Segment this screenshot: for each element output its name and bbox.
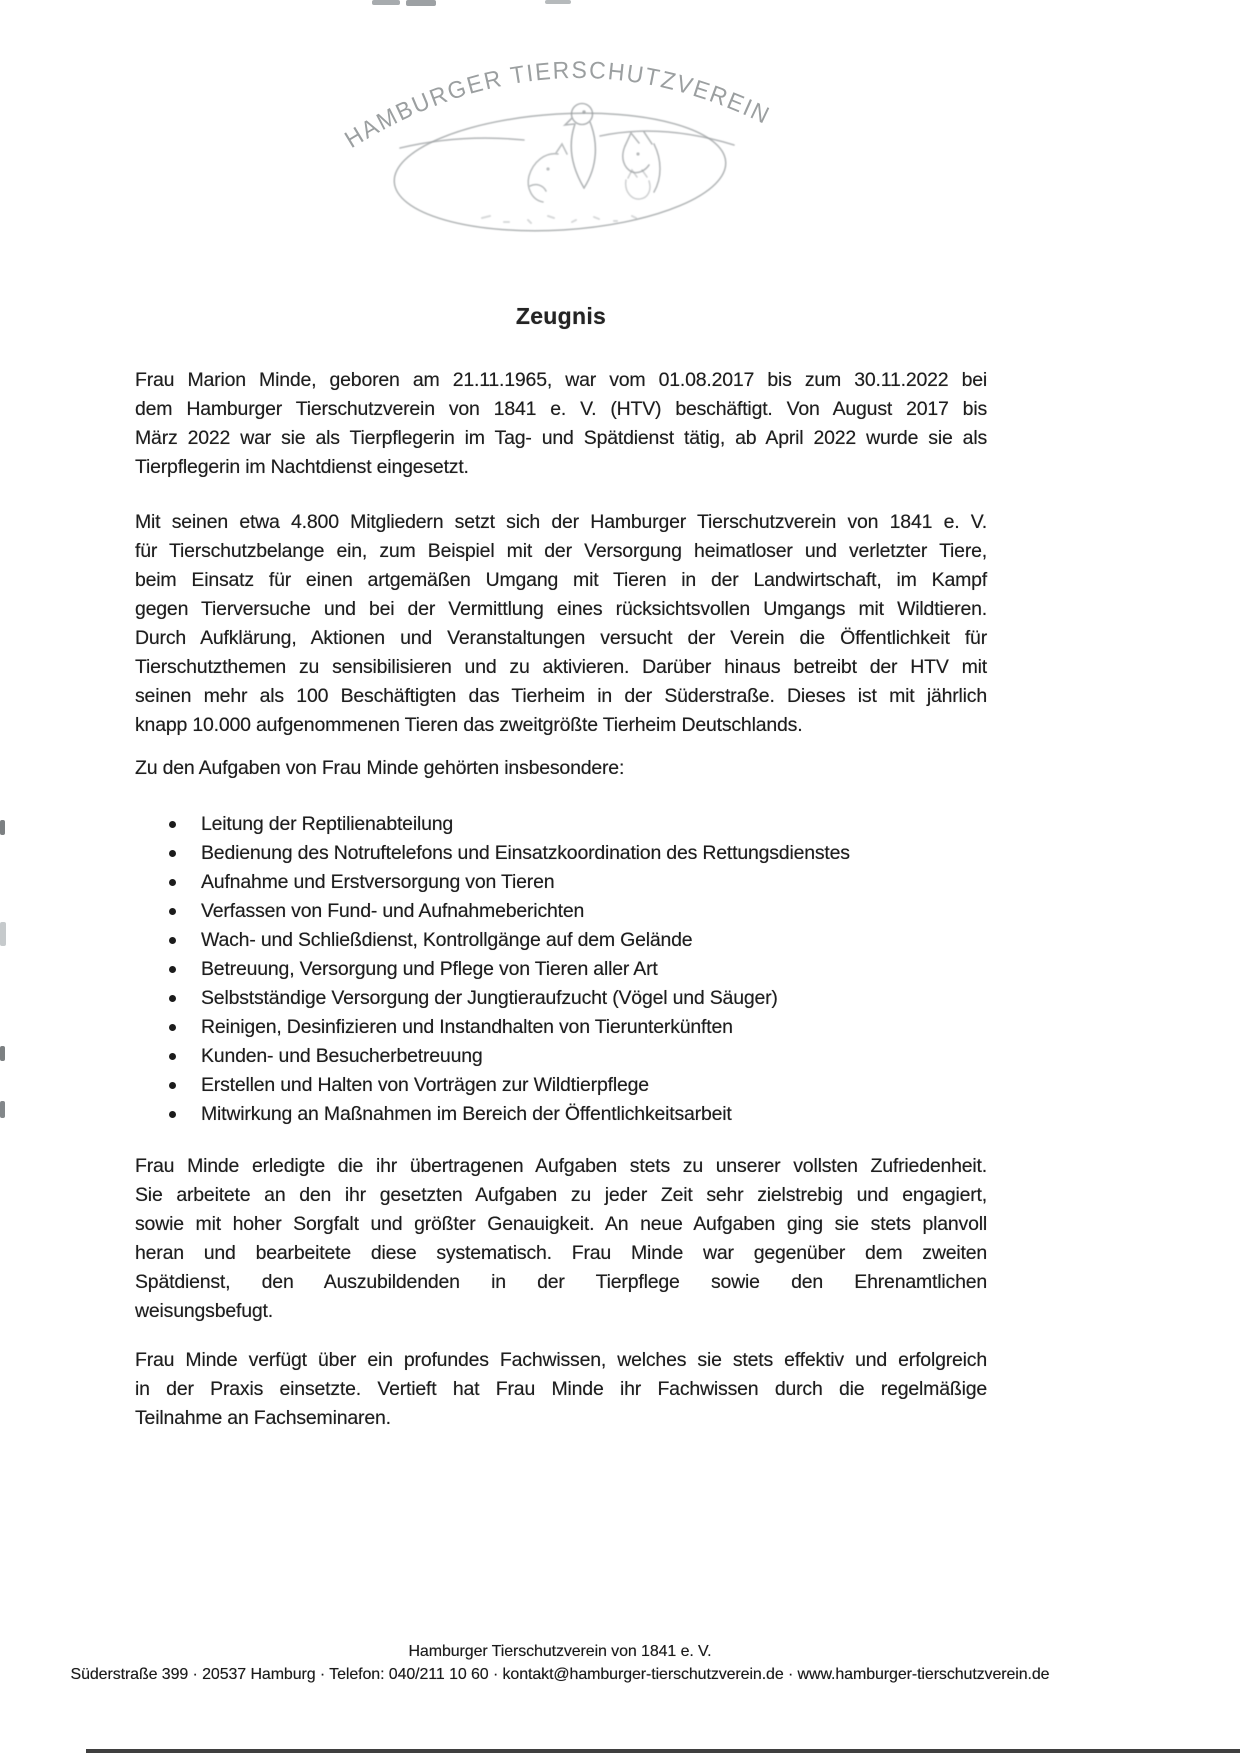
task-item: Reinigen, Desinfizieren und Instandhalten von Tierunterkünften xyxy=(201,1013,987,1042)
task-item: Verfassen von Fund- und Aufnahmeberichten xyxy=(201,897,987,926)
text-line: Spätdienst, den Auszubildenden in der Tierpflege sowie den Ehrenamtlichen xyxy=(135,1271,987,1293)
task-item: Aufnahme und Erstversorgung von Tieren xyxy=(201,868,987,897)
text-line: beim Einsatz für einen artgemäßen Umgang mit Tieren in der Landwirtschaft, im Kampf xyxy=(135,569,987,591)
scan-artifact xyxy=(372,0,400,5)
text-line: heran und bearbeitete diese systematisch. Frau Minde war gegenüber dem zweiten xyxy=(135,1242,987,1264)
text-line: Tierpflegerin im Nachtdienst eingesetzt. xyxy=(135,456,469,478)
task-item: Erstellen und Halten von Vorträgen zur Wildtierpflege xyxy=(201,1071,987,1100)
stamp-dog-icon xyxy=(623,132,660,192)
task-item: Leitung der Reptilienabteilung xyxy=(201,810,987,839)
text-line: dem Hamburger Tierschutzverein von 1841 e. V. (HTV) beschäftigt. Von August 2017 bis xyxy=(135,398,987,420)
scan-artifact xyxy=(0,820,5,835)
scan-artifact xyxy=(0,1046,5,1061)
letter-footer xyxy=(40,1641,1080,1686)
text-line: Sie arbeitete an den ihr gesetzten Aufgaben zu jeder Zeit sehr zielstrebig und engagiert, xyxy=(135,1184,987,1206)
task-item: Wach- und Schließdienst, Kontrollgänge auf dem Gelände xyxy=(201,926,987,955)
text-line: Frau Minde verfügt über ein profundes Fachwissen, welches sie stets effektiv und erfolgreich xyxy=(135,1349,987,1371)
tasks-intro: Zu den Aufgaben von Frau Minde gehörten insbesondere: xyxy=(135,757,625,779)
text-line: weisungsbefugt. xyxy=(135,1300,273,1322)
footer-contact-line: Süderstraße 399 · 20537 Hamburg · Telefon: 040/211 10 60 · kontakt@hamburger-tierschutzverein.de · www.hamburger-tierschutzverein.de xyxy=(70,1665,1050,1683)
organization-stamp xyxy=(332,50,784,245)
text-line: knapp 10.000 aufgenommenen Tieren das zweitgrößte Tierheim Deutschlands. xyxy=(135,714,803,736)
tasks-list xyxy=(135,810,987,1129)
tasks-section xyxy=(135,810,987,1129)
text-line: Frau Marion Minde, geboren am 21.11.1965, war vom 01.08.2017 bis zum 30.11.2022 bei xyxy=(135,369,987,391)
stamp-oval xyxy=(391,104,729,240)
task-item: Bedienung des Notruftelefons und Einsatzkoordination des Rettungsdienstes xyxy=(201,839,987,868)
text-line: Mit seinen etwa 4.800 Mitgliedern setzt sich der Hamburger Tierschutzverein von 1841 e. V. xyxy=(135,511,987,533)
footer-org-line: Hamburger Tierschutzverein von 1841 e. V. xyxy=(408,1643,712,1660)
task-item: Kunden- und Besucherbetreuung xyxy=(201,1042,987,1071)
paragraph-performance xyxy=(135,1152,987,1326)
text-line: März 2022 war sie als Tierpflegerin im Tag- und Spätdienst tätig, ab April 2022 wurde sie als xyxy=(135,427,987,449)
paragraph-employment xyxy=(135,366,987,482)
stamp-horse-icon xyxy=(528,144,567,202)
stamp-cat-icon xyxy=(626,170,650,199)
text-line: in der Praxis einsetzte. Vertieft hat Frau Minde ihr Fachwissen durch die regelmäßige xyxy=(135,1378,987,1400)
text-line: Teilnahme an Fachseminaren. xyxy=(135,1407,391,1429)
stamp-smudge xyxy=(482,216,636,223)
task-item: Betreuung, Versorgung und Pflege von Tieren aller Art xyxy=(201,955,987,984)
text-line: gegen Tierversuche und bei der Vermittlung eines rücksichtsvollen Umgangs mit Wildtieren. xyxy=(135,598,987,620)
task-item: Selbstständige Versorgung der Jungtieraufzucht (Vögel und Säuger) xyxy=(201,984,987,1013)
scan-artifact xyxy=(545,0,571,4)
scan-artifact xyxy=(0,1101,5,1118)
scan-artifact xyxy=(0,922,6,946)
text-line: für Tierschutzbelange ein, zum Beispiel mit der Versorgung heimatloser und verletzter Tiere, xyxy=(135,540,987,562)
text-line: Durch Aufklärung, Aktionen und Veranstaltungen versucht der Verein die Öffentlichkeit für xyxy=(135,627,987,649)
task-item: Mitwirkung an Maßnahmen im Bereich der Öffentlichkeitsarbeit xyxy=(201,1100,987,1129)
document-title: Zeugnis xyxy=(515,303,607,329)
text-line: Tierschutzthemen zu sensibilisieren und zu aktivieren. Darüber hinaus betreibt der HTV mit xyxy=(135,656,987,678)
text-line: Frau Minde erledigte die ihr übertragenen Aufgaben stets zu unserer vollsten Zufriedenheit. xyxy=(135,1155,987,1177)
paragraph-association xyxy=(135,508,987,740)
scan-artifact xyxy=(406,0,436,6)
stamp-arc-text: HAMBURGER TIERSCHUTZVEREIN xyxy=(340,56,776,154)
text-line: sowie mit hoher Sorgfalt und größter Genauigkeit. An neue Aufgaben ging sie stets planvoll xyxy=(135,1213,987,1235)
paragraph-expertise xyxy=(135,1346,987,1433)
scan-edge-line xyxy=(86,1749,1240,1753)
stamp-bird-icon xyxy=(565,104,595,189)
text-line: seinen mehr als 100 Beschäftigten das Tierheim in der Süderstraße. Dieses ist mit jährlich xyxy=(135,685,987,707)
